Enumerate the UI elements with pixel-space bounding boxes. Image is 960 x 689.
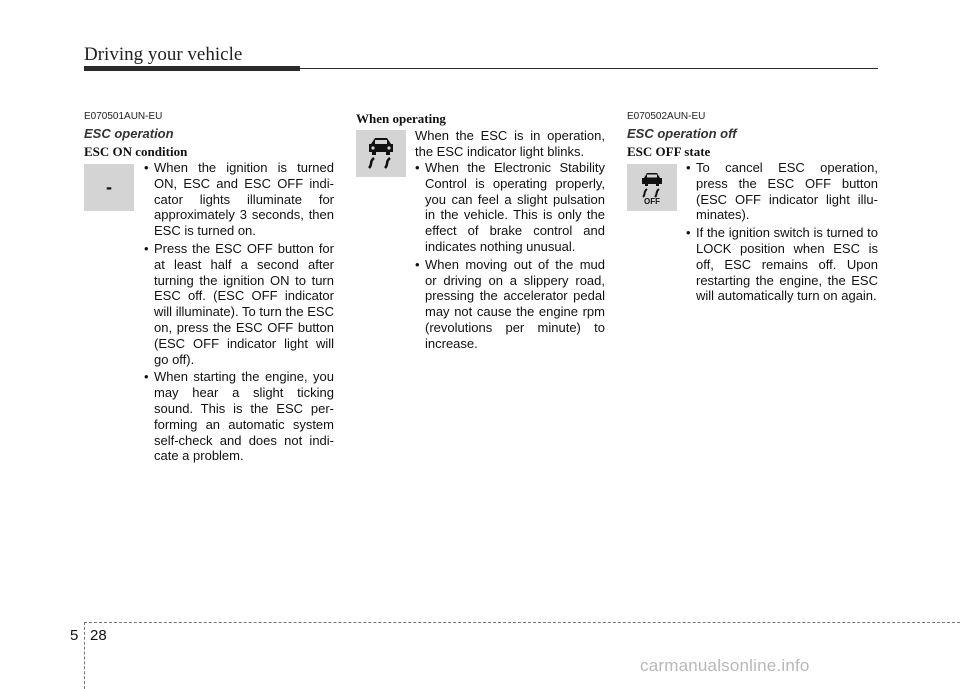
section-code-left: E070501AUN-EU	[84, 111, 163, 122]
section-title-esc-operation: ESC operation	[84, 126, 174, 141]
subheading-esc-on: ESC ON condition	[84, 144, 188, 159]
subheading-when-operating: When operating	[356, 111, 446, 126]
esc-indicator-placeholder	[84, 164, 134, 211]
page-header-title: Driving your vehicle	[84, 44, 243, 65]
list-item: • To cancel ESC operation, press the ESC OFF button (ESC OFF indicator light illu-minates).	[686, 160, 878, 223]
esc-skid-car-icon	[361, 134, 401, 174]
when-operating-bullet-list	[415, 160, 605, 354]
watermark: carmanualsonline.info	[640, 656, 810, 675]
header-rule-thin	[300, 68, 878, 69]
esc-indicator-box	[356, 130, 406, 177]
section-title-esc-off: ESC operation off	[627, 126, 737, 141]
list-item: • When the ignition is turned ON, ESC and ESC OFF indi-cator lights illuminate for approximately 3 seconds, then ESC is turned on.	[144, 160, 334, 239]
list-item: • When starting the engine, you may hear a slight ticking sound. This is the ESC per-forming an automatic system self-check and does not indi-cate a problem.	[144, 369, 334, 464]
footer-vertical-rule	[84, 622, 85, 689]
footer-rule	[84, 622, 960, 623]
list-item: • If the ignition switch is turned to LOCK position when ESC is off, ESC remains off. Upon restarting the engine, the ESC will automatically turn on again.	[686, 225, 878, 304]
dash-symbol: -	[106, 177, 112, 197]
chapter-number: 5	[70, 627, 79, 644]
esc-off-bullet-list	[686, 160, 878, 306]
esc-off-indicator-box	[627, 164, 677, 211]
off-label: OFF	[644, 196, 660, 206]
list-item: • Press the ESC OFF button for at least half a second after turning the ignition ON to turn ESC off. (ESC OFF indicator will illuminate). To turn the ESC on, press the ESC OFF button (ESC OFF indicator light will go off).	[144, 241, 334, 367]
page-number: 28	[90, 627, 107, 644]
esc-off-skid-car-icon	[637, 170, 667, 198]
when-operating-intro: When the ESC is in operation, the ESC indicator light blinks.	[415, 128, 605, 159]
header-rule-thick	[84, 66, 300, 71]
list-item: • When the Electronic Stability Control is operating properly, you can feel a slight pulsation in the vehicle. This is only the effect of brake control and indicates nothing unusual.	[415, 160, 605, 255]
subheading-esc-off-state: ESC OFF state	[627, 144, 711, 159]
list-item: • When moving out of the mud or driving on a slippery road, pressing the accelerator pedal may not cause the engine rpm (revolutions per minute) to increase.	[415, 257, 605, 352]
esc-on-bullet-list	[144, 160, 334, 466]
section-code-right: E070502AUN-EU	[627, 111, 706, 122]
